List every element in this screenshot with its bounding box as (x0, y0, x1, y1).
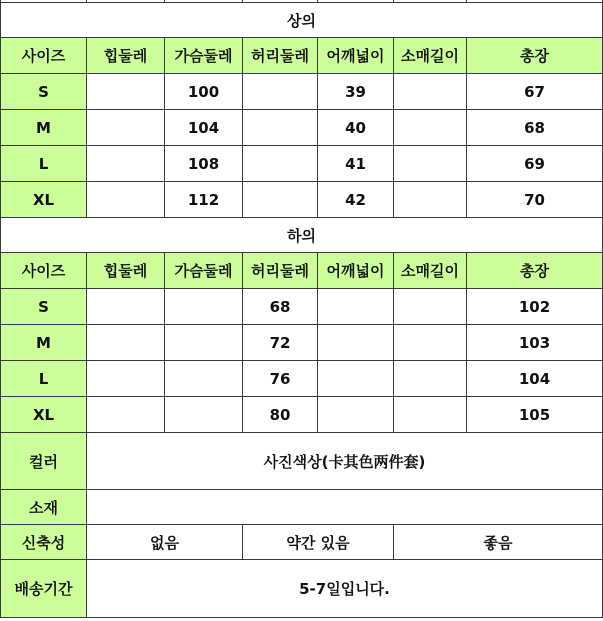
length-cell: 102 (467, 289, 603, 325)
bottom-section-title-row (1, 218, 603, 253)
length-cell: 70 (467, 182, 603, 218)
length-cell: 68 (467, 110, 603, 146)
shoulder-cell: 40 (318, 110, 394, 146)
size-cell: M (1, 325, 87, 361)
shipping-row (1, 560, 603, 618)
waist-cell (243, 110, 318, 146)
shoulder-cell: 41 (318, 146, 394, 182)
hip-cell (87, 110, 165, 146)
stretch-option-some: 약간 있음 (243, 525, 394, 560)
bottom-section-title: 하의 (1, 218, 603, 253)
length-cell: 103 (467, 325, 603, 361)
length-cell: 69 (467, 146, 603, 182)
header-waist: 허리둘레 (243, 38, 318, 74)
hip-cell (87, 146, 165, 182)
size-cell: XL (1, 397, 87, 433)
sleeve-cell (394, 110, 467, 146)
table-row (1, 325, 603, 361)
header-shoulder: 어깨넓이 (318, 38, 394, 74)
stretch-label: 신축성 (1, 525, 87, 560)
waist-cell: 72 (243, 325, 318, 361)
shipping-label: 배송기간 (1, 560, 87, 618)
top-section-title-row (1, 3, 603, 38)
size-cell: L (1, 361, 87, 397)
waist-cell: 80 (243, 397, 318, 433)
shipping-value: 5-7일입니다. (87, 560, 603, 618)
color-value: 사진색상(卡其色两件套) (87, 433, 603, 490)
header-shoulder: 어깨넓이 (318, 253, 394, 289)
waist-cell: 76 (243, 361, 318, 397)
sleeve-cell (394, 289, 467, 325)
stretch-row (1, 525, 603, 560)
waist-cell (243, 182, 318, 218)
header-chest: 가슴둘레 (165, 253, 243, 289)
hip-cell (87, 361, 165, 397)
sleeve-cell (394, 182, 467, 218)
header-chest: 가슴둘레 (165, 38, 243, 74)
chest-cell: 112 (165, 182, 243, 218)
table-row (1, 289, 603, 325)
table-row (1, 361, 603, 397)
header-length: 총장 (467, 253, 603, 289)
shoulder-cell (318, 289, 394, 325)
waist-cell: 68 (243, 289, 318, 325)
shoulder-cell (318, 397, 394, 433)
hip-cell (87, 182, 165, 218)
shoulder-cell: 39 (318, 74, 394, 110)
size-cell: S (1, 289, 87, 325)
hip-cell (87, 74, 165, 110)
header-size: 사이즈 (1, 38, 87, 74)
table-row (1, 182, 603, 218)
chest-cell: 108 (165, 146, 243, 182)
header-size: 사이즈 (1, 253, 87, 289)
table-row (1, 110, 603, 146)
shoulder-cell: 42 (318, 182, 394, 218)
header-sleeve: 소매길이 (394, 38, 467, 74)
hip-cell (87, 325, 165, 361)
length-cell: 104 (467, 361, 603, 397)
size-cell: L (1, 146, 87, 182)
color-label: 컬러 (1, 433, 87, 490)
waist-cell (243, 74, 318, 110)
material-label: 소재 (1, 490, 87, 525)
chest-cell (165, 289, 243, 325)
sleeve-cell (394, 397, 467, 433)
header-hip: 힙둘레 (87, 253, 165, 289)
hip-cell (87, 397, 165, 433)
shoulder-cell (318, 361, 394, 397)
color-row (1, 433, 603, 490)
stretch-option-good: 좋음 (394, 525, 603, 560)
sleeve-cell (394, 74, 467, 110)
size-cell: M (1, 110, 87, 146)
top-header-row (1, 38, 603, 74)
sleeve-cell (394, 325, 467, 361)
chest-cell (165, 361, 243, 397)
material-row (1, 490, 603, 525)
waist-cell (243, 146, 318, 182)
top-section-title: 상의 (1, 3, 603, 38)
header-length: 총장 (467, 38, 603, 74)
size-cell: XL (1, 182, 87, 218)
table-row (1, 146, 603, 182)
length-cell: 105 (467, 397, 603, 433)
header-waist: 허리둘레 (243, 253, 318, 289)
table-row (1, 397, 603, 433)
sleeve-cell (394, 146, 467, 182)
material-value (87, 490, 603, 525)
chest-cell: 104 (165, 110, 243, 146)
header-hip: 힙둘레 (87, 38, 165, 74)
chest-cell (165, 397, 243, 433)
length-cell: 67 (467, 74, 603, 110)
chest-cell (165, 325, 243, 361)
shoulder-cell (318, 325, 394, 361)
bottom-header-row (1, 253, 603, 289)
hip-cell (87, 289, 165, 325)
stretch-option-none: 없음 (87, 525, 243, 560)
size-cell: S (1, 74, 87, 110)
chest-cell: 100 (165, 74, 243, 110)
header-sleeve: 소매길이 (394, 253, 467, 289)
table-row (1, 74, 603, 110)
sleeve-cell (394, 361, 467, 397)
